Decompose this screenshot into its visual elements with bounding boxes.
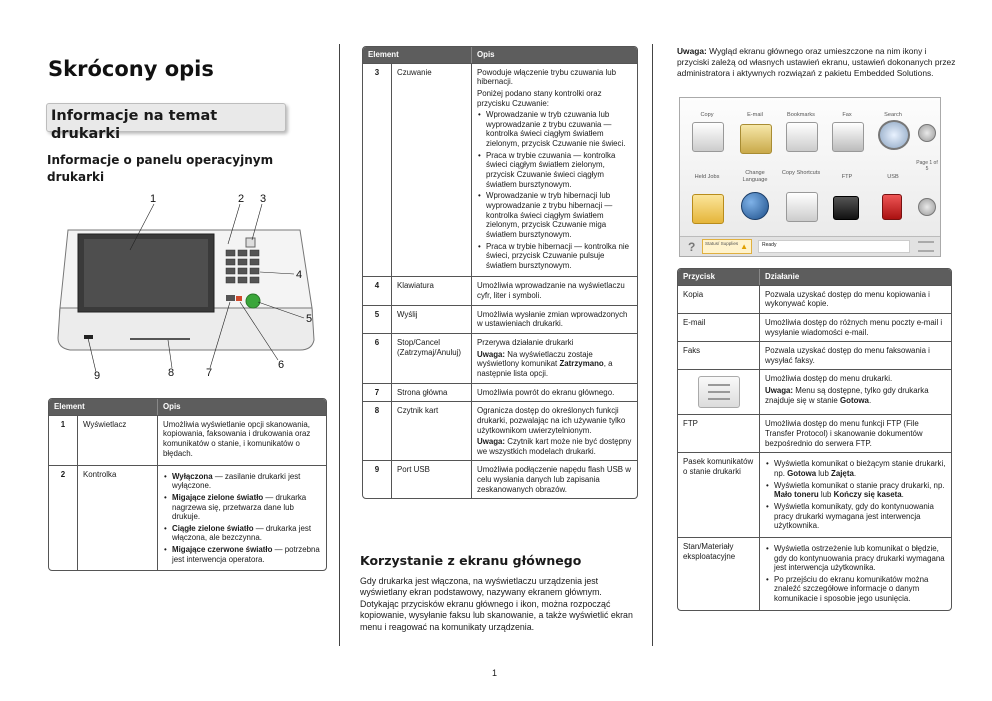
document-title: Skrócony opis xyxy=(48,57,214,81)
home-button xyxy=(226,295,235,301)
home-screen-paragraph: Gdy drukarka jest włączona, na wyświetlaczu urządzenia jest wyświetlany ekran podstawowy, nazywany ekranem głównym. Dotykając przycisków ekranu głównego i ikon, można rozpocząć kopiowanie, wysyłanie faksu lub skanowanie, a także wyświetlić ekran menu i reagować na komunikaty urządzenia. xyxy=(360,576,633,632)
panel-base xyxy=(58,308,314,350)
warning-icon: ▲ xyxy=(740,242,748,251)
globe-icon xyxy=(741,192,769,220)
table-row xyxy=(363,383,637,402)
list-item: • Migające czerwone światło — potrzebna jest interwencja operatora. xyxy=(163,545,321,564)
table-row xyxy=(363,276,637,304)
table-row xyxy=(678,452,951,536)
row-number: 9 xyxy=(363,460,391,498)
tile-label-email: E-mail xyxy=(747,112,763,118)
status-message: Ready xyxy=(758,240,910,253)
row-number: 5 xyxy=(363,305,391,333)
row-number: 7 xyxy=(363,383,391,402)
header-description: Opis xyxy=(157,399,326,415)
row-number: 8 xyxy=(363,401,391,460)
tile-label-copy-shortcuts: Copy Shortcuts xyxy=(781,170,821,176)
key xyxy=(226,250,235,256)
table-row xyxy=(363,305,637,333)
row-button: Stan/Materiały eksploatacyjne xyxy=(678,537,759,610)
list-item: • Wyświetla komunikaty, gdy do kontynuowania pracy drukarki wymagana jest interwencja użytkownika. xyxy=(765,502,946,531)
row-number: 1 xyxy=(49,415,77,465)
key xyxy=(238,250,247,256)
column-divider-right xyxy=(652,44,653,646)
table-row xyxy=(363,63,637,277)
key xyxy=(226,259,235,265)
fax-icon xyxy=(832,122,864,152)
list-item: • Migające zielone światło — drukarka nagrzewa się, przetwarza dane lub drukuje. xyxy=(163,493,321,522)
tile-label-search: Search xyxy=(884,112,902,118)
row-action: Umożliwia dostęp do menu drukarki. Uwaga: Menu są dostępne, tylko gdy drukarka znajduje się w stanie Gotowa. xyxy=(759,369,951,414)
status-supplies-button xyxy=(702,239,752,254)
row-number: 4 xyxy=(363,276,391,304)
callout-1: 1 xyxy=(150,193,157,205)
control-panel-illustration xyxy=(50,190,326,380)
table-row xyxy=(678,537,951,610)
usb-port xyxy=(84,335,93,339)
ftp-icon xyxy=(833,196,859,220)
table-row xyxy=(49,465,326,571)
status-bar xyxy=(680,236,940,256)
list-item: • Wyłączona — zasilanie drukarki jest wyłączone. xyxy=(163,472,321,491)
row-description: Umożliwia wyświetlanie opcji skanowania, kopiowania, faksowania i drukowania oraz komunikatów o stanie, i komunikatów o błędach. xyxy=(157,415,326,465)
header-action: Działanie xyxy=(759,269,951,285)
row-element: Kontrolka xyxy=(77,465,157,571)
bookmarks-icon xyxy=(786,122,818,152)
table-row xyxy=(678,369,951,414)
row-description: Przerywa działanie drukarki Uwaga: Na wyświetlaczu zostaje wyświetlony komunikat Zatrzymano, a następnie lista opcji. xyxy=(471,333,637,383)
callout-7: 7 xyxy=(206,367,213,379)
row-action xyxy=(759,537,951,610)
callout-5: 5 xyxy=(306,313,313,325)
tile-label-held-jobs: Held Jobs xyxy=(694,174,720,180)
key xyxy=(250,277,259,283)
copy-shortcuts-icon xyxy=(786,192,818,222)
row-button: Kopia xyxy=(678,285,759,313)
send-button xyxy=(246,294,260,308)
key xyxy=(226,268,235,274)
status-supplies-label: Status/ Supplies xyxy=(705,241,739,246)
row-description xyxy=(157,465,326,571)
menu-icon xyxy=(918,241,934,252)
copy-icon xyxy=(692,122,724,152)
row-number: 3 xyxy=(363,63,391,277)
card-reader xyxy=(130,338,190,340)
display-glass xyxy=(84,239,208,307)
section-heading: Informacje na temat drukarki xyxy=(46,103,286,132)
callout-4: 4 xyxy=(296,269,303,281)
row-element: Wyświetlacz xyxy=(77,415,157,465)
table-row xyxy=(678,313,951,341)
table-row xyxy=(363,401,637,460)
table-row xyxy=(678,414,951,452)
callout-9: 9 xyxy=(94,370,101,380)
row-action: Umożliwia dostęp do różnych menu poczty e-mail i wysyłanie wiadomości e-mail. xyxy=(759,313,951,341)
list-item: • Wyświetla komunikat o stanie pracy drukarki, np. Mało toneru lub Kończy się kaseta. xyxy=(765,481,946,500)
key xyxy=(238,268,247,274)
search-icon xyxy=(878,120,910,150)
row-element: Wyślij xyxy=(391,305,471,333)
scroll-up-icon xyxy=(918,124,936,142)
header-button: Przycisk xyxy=(678,269,759,285)
row-element: Klawiatura xyxy=(391,276,471,304)
row-action xyxy=(759,452,951,536)
header-element: Element xyxy=(363,47,471,63)
key xyxy=(226,277,235,283)
list-item: • Wyświetla ostrzeżenie lub komunikat o błędzie, gdy do kontynuowania pracy drukarki wymagana jest interwencja użytkownika. xyxy=(765,544,946,573)
table-row xyxy=(363,333,637,383)
row-action: Umożliwia dostęp do menu funkcji FTP (File Transfer Protocol) i skanowanie dokumentów bezpośrednio do serwera FTP. xyxy=(759,414,951,452)
row-element: Czuwanie xyxy=(391,63,471,277)
header-description: Opis xyxy=(471,47,637,63)
element-table-2 xyxy=(362,46,638,499)
table-row xyxy=(363,460,637,498)
row-number: 6 xyxy=(363,333,391,383)
row-description: Umożliwia podłączenie napędu flash USB w celu wysłania danych lub zapisania zeskanowanych obrazów. xyxy=(471,460,637,498)
table-row xyxy=(678,285,951,313)
page-indicator: Page 1 of 5 xyxy=(916,160,938,173)
usb-icon xyxy=(882,194,902,220)
row-description: Umożliwia wysłanie zmian wprowadzonych w ustawieniach drukarki. xyxy=(471,305,637,333)
page-number: 1 xyxy=(492,668,498,678)
table-row xyxy=(49,415,326,465)
tile-label-copy: Copy xyxy=(700,112,714,118)
help-icon: ? xyxy=(688,240,696,254)
row-button: E-mail xyxy=(678,313,759,341)
row-number: 2 xyxy=(49,465,77,571)
email-icon xyxy=(740,124,772,154)
column-divider-left xyxy=(339,44,340,646)
row-description: Powoduje włączenie trybu czuwania lub hibernacji. Poniżej podano stany kontrolki oraz przycisku Czuwanie: • Wprowadzanie w tryb czuwania lub wyprowadzanie z trybu czuwania — kontrolka świeci ciągłym światłem zielonym, przycisk Czuwanie nie świeci. • Praca w trybie czuwania — kontrolka świeci ciągłym światłem zielonym, przycisk Czuwanie świeci ciągłym światłem bursztynowym. • Wprowadzanie w tryb hibernacji lub wyprowadzanie z trybu hibernacji — kontrolka świeci ciągłym światłem zielonym, przycisk Czuwanie miga światłem bursztynowym. • Praca w trybie hibernacji — kontrolka nie świeci, przycisk Czuwanie pulsuje światłem bursztynowym. xyxy=(471,63,637,277)
home-screen-image xyxy=(679,97,941,257)
callout-3: 3 xyxy=(260,193,267,205)
row-action: Pozwala uzyskać dostęp do menu faksowania i wysyłać faksy. xyxy=(759,341,951,369)
row-button: Faks xyxy=(678,341,759,369)
list-item: • Praca w trybie czuwania — kontrolka świeci ciągłym światłem zielonym, przycisk Czuwanie świeci ciągłym światłem bursztynowym. xyxy=(477,151,632,190)
list-item: • Ciągłe zielone światło — drukarka jest włączona, ale bezczynna. xyxy=(163,524,321,543)
menu-icon xyxy=(698,376,740,408)
row-element: Czytnik kart xyxy=(391,401,471,460)
home-screen-heading: Korzystanie z ekranu głównego xyxy=(360,553,582,568)
key xyxy=(238,259,247,265)
home-screen-note: Uwaga: Wygląd ekranu głównego oraz umieszczone na nim ikony i przyciski zależą od własnych ustawień ekranu, ustawień dokonanych przez administratora i aktywnych rozwiązań z pakietu Embedded Solutions. xyxy=(677,46,956,78)
callout-6: 6 xyxy=(278,359,285,371)
row-element: Port USB xyxy=(391,460,471,498)
table-row xyxy=(678,341,951,369)
scroll-down-icon xyxy=(918,198,936,216)
row-button: Pasek komunikatów o stanie drukarki xyxy=(678,452,759,536)
tile-label-fax: Fax xyxy=(842,112,852,118)
row-description: Umożliwia wprowadzanie na wyświetlaczu cyfr, liter i symboli. xyxy=(471,276,637,304)
row-action: Pozwala uzyskać dostęp do menu kopiowania i wykonywać kopie. xyxy=(759,285,951,313)
held-jobs-icon xyxy=(692,194,724,224)
row-button xyxy=(678,369,759,414)
key xyxy=(250,259,259,265)
element-table-1 xyxy=(48,398,327,571)
row-element: Stop/Cancel (Zatrzymaj/Anuluj) xyxy=(391,333,471,383)
key xyxy=(250,268,259,274)
row-description: Ogranicza dostęp do określonych funkcji drukarki, pozwalając na ich używanie tylko użytkownikom uwierzytelnionym. Uwaga: Czytnik kart może nie być dostępny we wszystkich modelach drukarki. xyxy=(471,401,637,460)
list-item: • Wprowadzanie w tryb czuwania lub wyprowadzanie z trybu czuwania — kontrolka świeci ciągłym światłem zielonym, przycisk Czuwanie nie świeci. xyxy=(477,110,632,149)
list-item: • Po przejściu do ekranu komunikatów można znaleźć szczegółowe informacje o danym komunikacie i sposobie jego usunięcia. xyxy=(765,575,946,604)
callout-2: 2 xyxy=(238,193,245,205)
key xyxy=(250,250,259,256)
row-element: Strona główna xyxy=(391,383,471,402)
list-item: • Wyświetla komunikat o bieżącym stanie drukarki, np. Gotowa lub Zajęta. xyxy=(765,459,946,478)
tile-label-usb: USB xyxy=(887,174,899,180)
key xyxy=(238,277,247,283)
callout-8: 8 xyxy=(168,367,175,379)
tile-label-ftp: FTP xyxy=(841,174,853,180)
tile-label-change-language: Change Language xyxy=(742,170,768,183)
sleep-button xyxy=(246,238,255,247)
stop-button xyxy=(236,296,242,301)
list-item: • Praca w trybie hibernacji — kontrolka nie świeci, przycisk Czuwanie pulsuje światłem bursztynowym. xyxy=(477,242,632,271)
tile-label-bookmarks: Bookmarks xyxy=(787,112,815,118)
subsection-heading: Informacje o panelu operacyjnym drukarki xyxy=(47,153,274,184)
button-table xyxy=(677,268,952,611)
header-element: Element xyxy=(49,399,157,415)
row-button: FTP xyxy=(678,414,759,452)
list-item: • Wprowadzanie w tryb hibernacji lub wyprowadzanie z trybu hibernacji — kontrolka świeci ciągłym światłem zielonym, przycisk Czuwanie miga światłem bursztynowym. xyxy=(477,191,632,239)
row-description: Umożliwia powrót do ekranu głównego. xyxy=(471,383,637,402)
